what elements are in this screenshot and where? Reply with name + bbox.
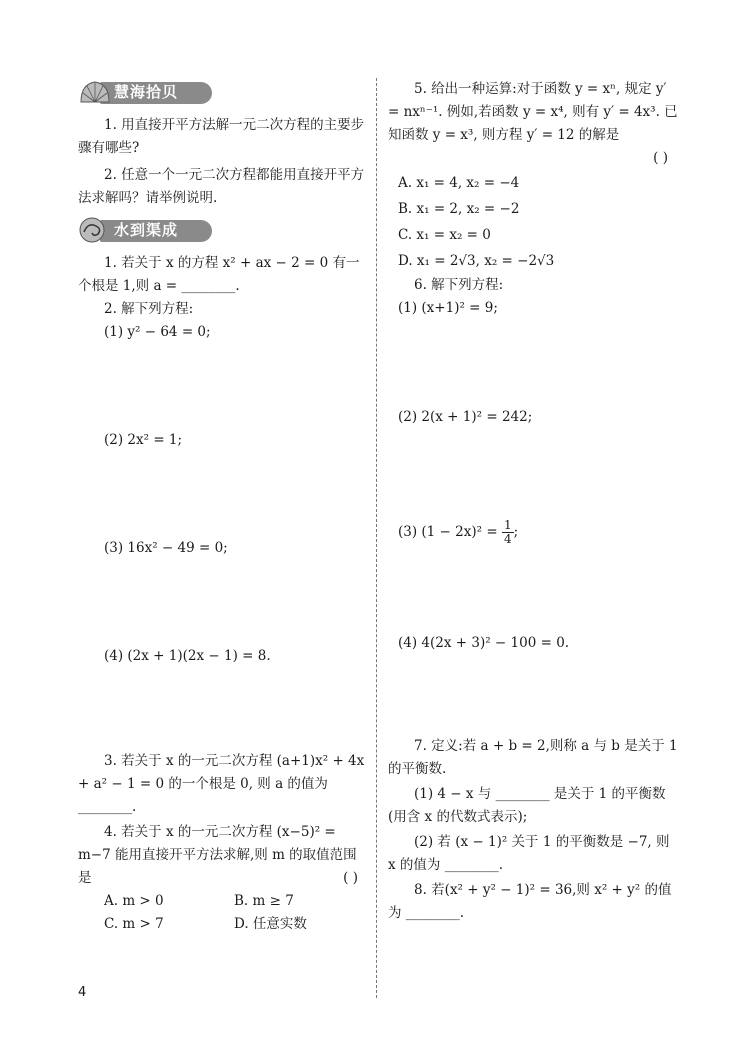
problem-5-option-d: D. x₁ = 2√3, x₂ = −2√3: [398, 253, 555, 269]
problem-5-option-c: C. x₁ = x₂ = 0: [398, 227, 491, 243]
problem-4: 4. 若关于 x 的一元二次方程 (x−5)² = m−7 能用直接开平方法求解,则 m 的取值范围是: [78, 824, 357, 886]
equation-text: (3) (1 − 2x)² =: [398, 524, 498, 540]
problem-7-part-1: (1) 4 − x 与 ________ 是关于 1 的平衡数 (用含 x 的代数式表示);: [388, 786, 666, 825]
page-number: 4: [78, 985, 87, 1000]
wave-icon: [78, 216, 112, 244]
answer-parentheses: ( ): [343, 870, 358, 886]
section-banner-shuidao: [78, 216, 368, 244]
problem-6-part-4: (4) 4(2x + 3)² − 100 = 0.: [398, 635, 570, 651]
problem-5-option-b: B. x₁ = 2, x₂ = −2: [398, 201, 520, 217]
problem-5-option-a: A. x₁ = 4, x₂ = −4: [398, 175, 520, 191]
column-divider: [376, 78, 377, 998]
problem-5: 5. 给出一种运算:对于函数 y = xⁿ, 规定 y′ = nxⁿ⁻¹. 例如,若函数 y = x⁴, 则有 y′ = 4x³. 已知函数 y = x³, 则方程 y′ = 12 的解是: [388, 81, 678, 143]
problem-6-part-1: (1) (x+1)² = 9;: [398, 300, 498, 316]
option-a: A. m > 0: [104, 893, 164, 909]
answer-parentheses: ( ): [653, 150, 668, 166]
problem-3: 3. 若关于 x 的一元二次方程 (a+1)x² + 4x + a² − 1 = 0 的一个根是 0, 则 a 的值为 ________.: [78, 753, 365, 815]
equation-end: ;: [513, 524, 519, 540]
numerator: 1: [503, 518, 512, 532]
problem-4-options: [78, 890, 368, 936]
reflection-q2: 2. 任意一个一元二次方程都能用直接开平方法求解吗？请举例说明.: [78, 167, 365, 206]
problem-6-part-3: [388, 519, 678, 546]
denominator: 4: [503, 532, 512, 546]
banner-label: 慧海拾贝: [114, 83, 179, 101]
option-b: B. m ≥ 7: [234, 893, 294, 909]
problem-6-part-2: (2) 2(x + 1)² = 242;: [398, 409, 533, 425]
reflection-q1: 1. 用直接开平方法解一元二次方程的主要步骤有哪些?: [78, 117, 365, 156]
section-banner-huihai: [78, 78, 368, 106]
problem-2-part-3: (3) 16x² − 49 = 0;: [104, 540, 228, 556]
option-c: C. m > 7: [104, 916, 164, 932]
problem-2-part-1: (1) y² − 64 = 0;: [104, 324, 211, 340]
problem-7: 7. 定义:若 a + b = 2,则称 a 与 b 是关于 1 的平衡数.: [388, 738, 678, 777]
problem-2: 2. 解下列方程:: [104, 301, 194, 317]
problem-1: 1. 若关于 x 的方程 x² + ax − 2 = 0 有一个根是 1,则 a = ________.: [78, 255, 360, 294]
shell-icon: [78, 78, 112, 106]
problem-2-part-2: (2) 2x² = 1;: [104, 432, 183, 448]
right-column: [388, 78, 678, 925]
fraction: [502, 519, 514, 546]
banner-label: 水到渠成: [114, 221, 179, 239]
problem-6: 6. 解下列方程:: [414, 277, 504, 293]
problem-7-part-2: (2) 若 (x − 1)² 关于 1 的平衡数是 −7, 则 x 的值为 ________.: [388, 834, 670, 873]
left-column: [78, 78, 368, 936]
problem-8: 8. 若(x² + y² − 1)² = 36,则 x² + y² 的值为 ________.: [388, 882, 672, 921]
option-d: D. 任意实数: [234, 916, 307, 932]
problem-2-part-4: (4) (2x + 1)(2x − 1) = 8.: [104, 648, 271, 664]
